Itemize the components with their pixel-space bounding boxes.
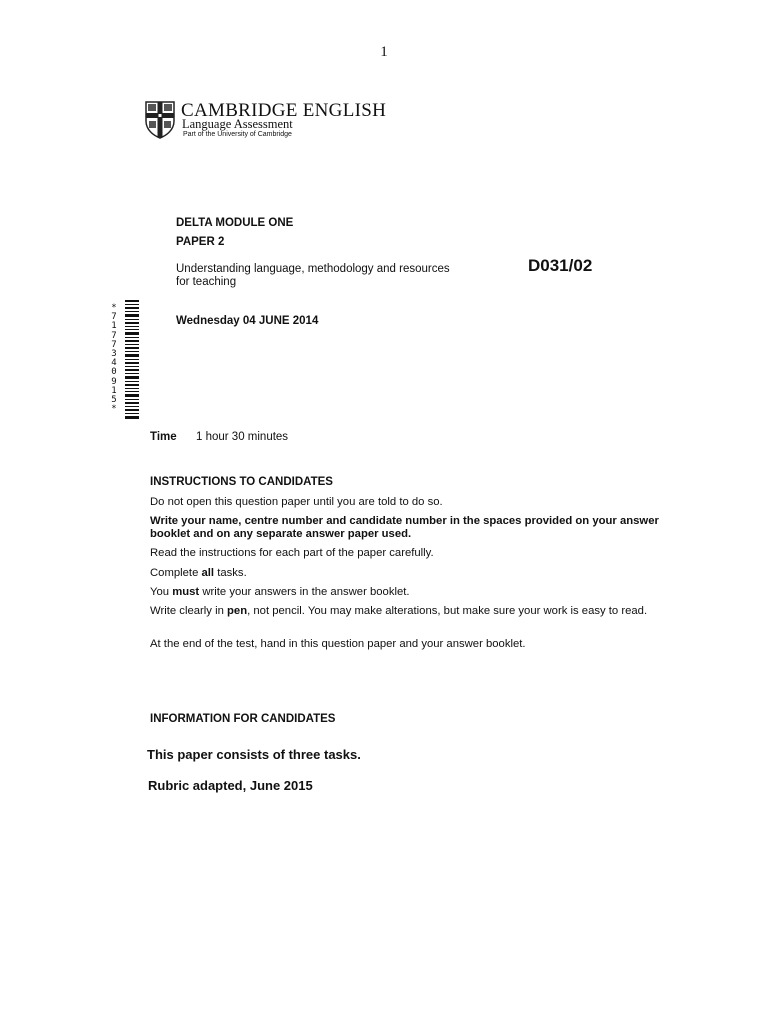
instruction-text: Write clearly in <box>150 605 228 617</box>
instruction-text: , not pencil. You may make alterations, but make sure your work is easy to read. <box>247 605 648 617</box>
barcode-digit: 7 <box>111 339 117 350</box>
paper-code: D031/02 <box>528 256 593 275</box>
time-value: 1 hour 30 minutes <box>196 431 289 443</box>
barcode-digit: * <box>111 303 117 313</box>
barcode <box>125 300 139 420</box>
barcode-digit: 1 <box>111 321 117 332</box>
barcode-digit: 0 <box>111 367 117 378</box>
barcode-digit: * <box>111 404 117 415</box>
barcode-digit: 3 <box>111 349 117 360</box>
module-title: DELTA MODULE ONE <box>176 217 294 229</box>
instruction-emphasis: pen <box>227 605 248 617</box>
org-parent: Part of the University of Cambridge <box>183 131 292 138</box>
barcode-digit: 7 <box>111 312 117 323</box>
information-line: Rubric adapted, June 2015 <box>148 778 313 793</box>
paper-title: PAPER 2 <box>176 236 225 248</box>
instruction-emphasis: all <box>201 567 215 579</box>
barcode-digit: 7 <box>111 330 117 341</box>
barcode-digit: 1 <box>111 385 117 396</box>
information-heading: INFORMATION FOR CANDIDATES <box>150 713 336 725</box>
instruction-line: Write your name, centre number and candidate number in the spaces provided on your answer booklet and on any separate answer paper used. <box>150 515 659 540</box>
barcode-digit: 9 <box>111 376 117 387</box>
instruction-line <box>150 567 670 580</box>
paper-subtitle <box>176 263 496 289</box>
cambridge-crest-icon <box>145 101 175 139</box>
page-number: 1 <box>380 44 388 60</box>
instruction-text: write your answers in the answer booklet. <box>199 586 410 598</box>
instruction-text: Complete <box>150 567 202 579</box>
instruction-line: At the end of the test, hand in this question paper and your answer booklet. <box>150 638 526 650</box>
instruction-text: tasks. <box>214 567 247 579</box>
paper-subtitle-line1: Understanding language, methodology and resources <box>176 263 450 275</box>
instructions-heading: INSTRUCTIONS TO CANDIDATES <box>150 476 333 488</box>
barcode-digits <box>108 304 120 414</box>
org-name: CAMBRIDGE ENGLISH <box>181 100 387 121</box>
instruction-line <box>150 605 670 618</box>
paper-subtitle-line2: for teaching <box>176 276 237 288</box>
cambridge-logo <box>145 101 405 143</box>
instruction-line: Do not open this question paper until you are told to do so. <box>150 496 443 508</box>
time-label: Time <box>150 431 177 443</box>
instruction-line: Read the instructions for each part of the paper carefully. <box>150 547 434 559</box>
org-subtitle: Language Assessment <box>182 117 293 131</box>
barcode-digit: 4 <box>111 358 117 369</box>
instruction-text: You <box>150 586 173 598</box>
information-line: This paper consists of three tasks. <box>147 747 361 762</box>
instruction-line <box>150 586 670 599</box>
barcode-digit: 5 <box>111 395 117 406</box>
exam-date: Wednesday 04 JUNE 2014 <box>176 315 319 327</box>
instruction-emphasis: must <box>172 586 200 598</box>
